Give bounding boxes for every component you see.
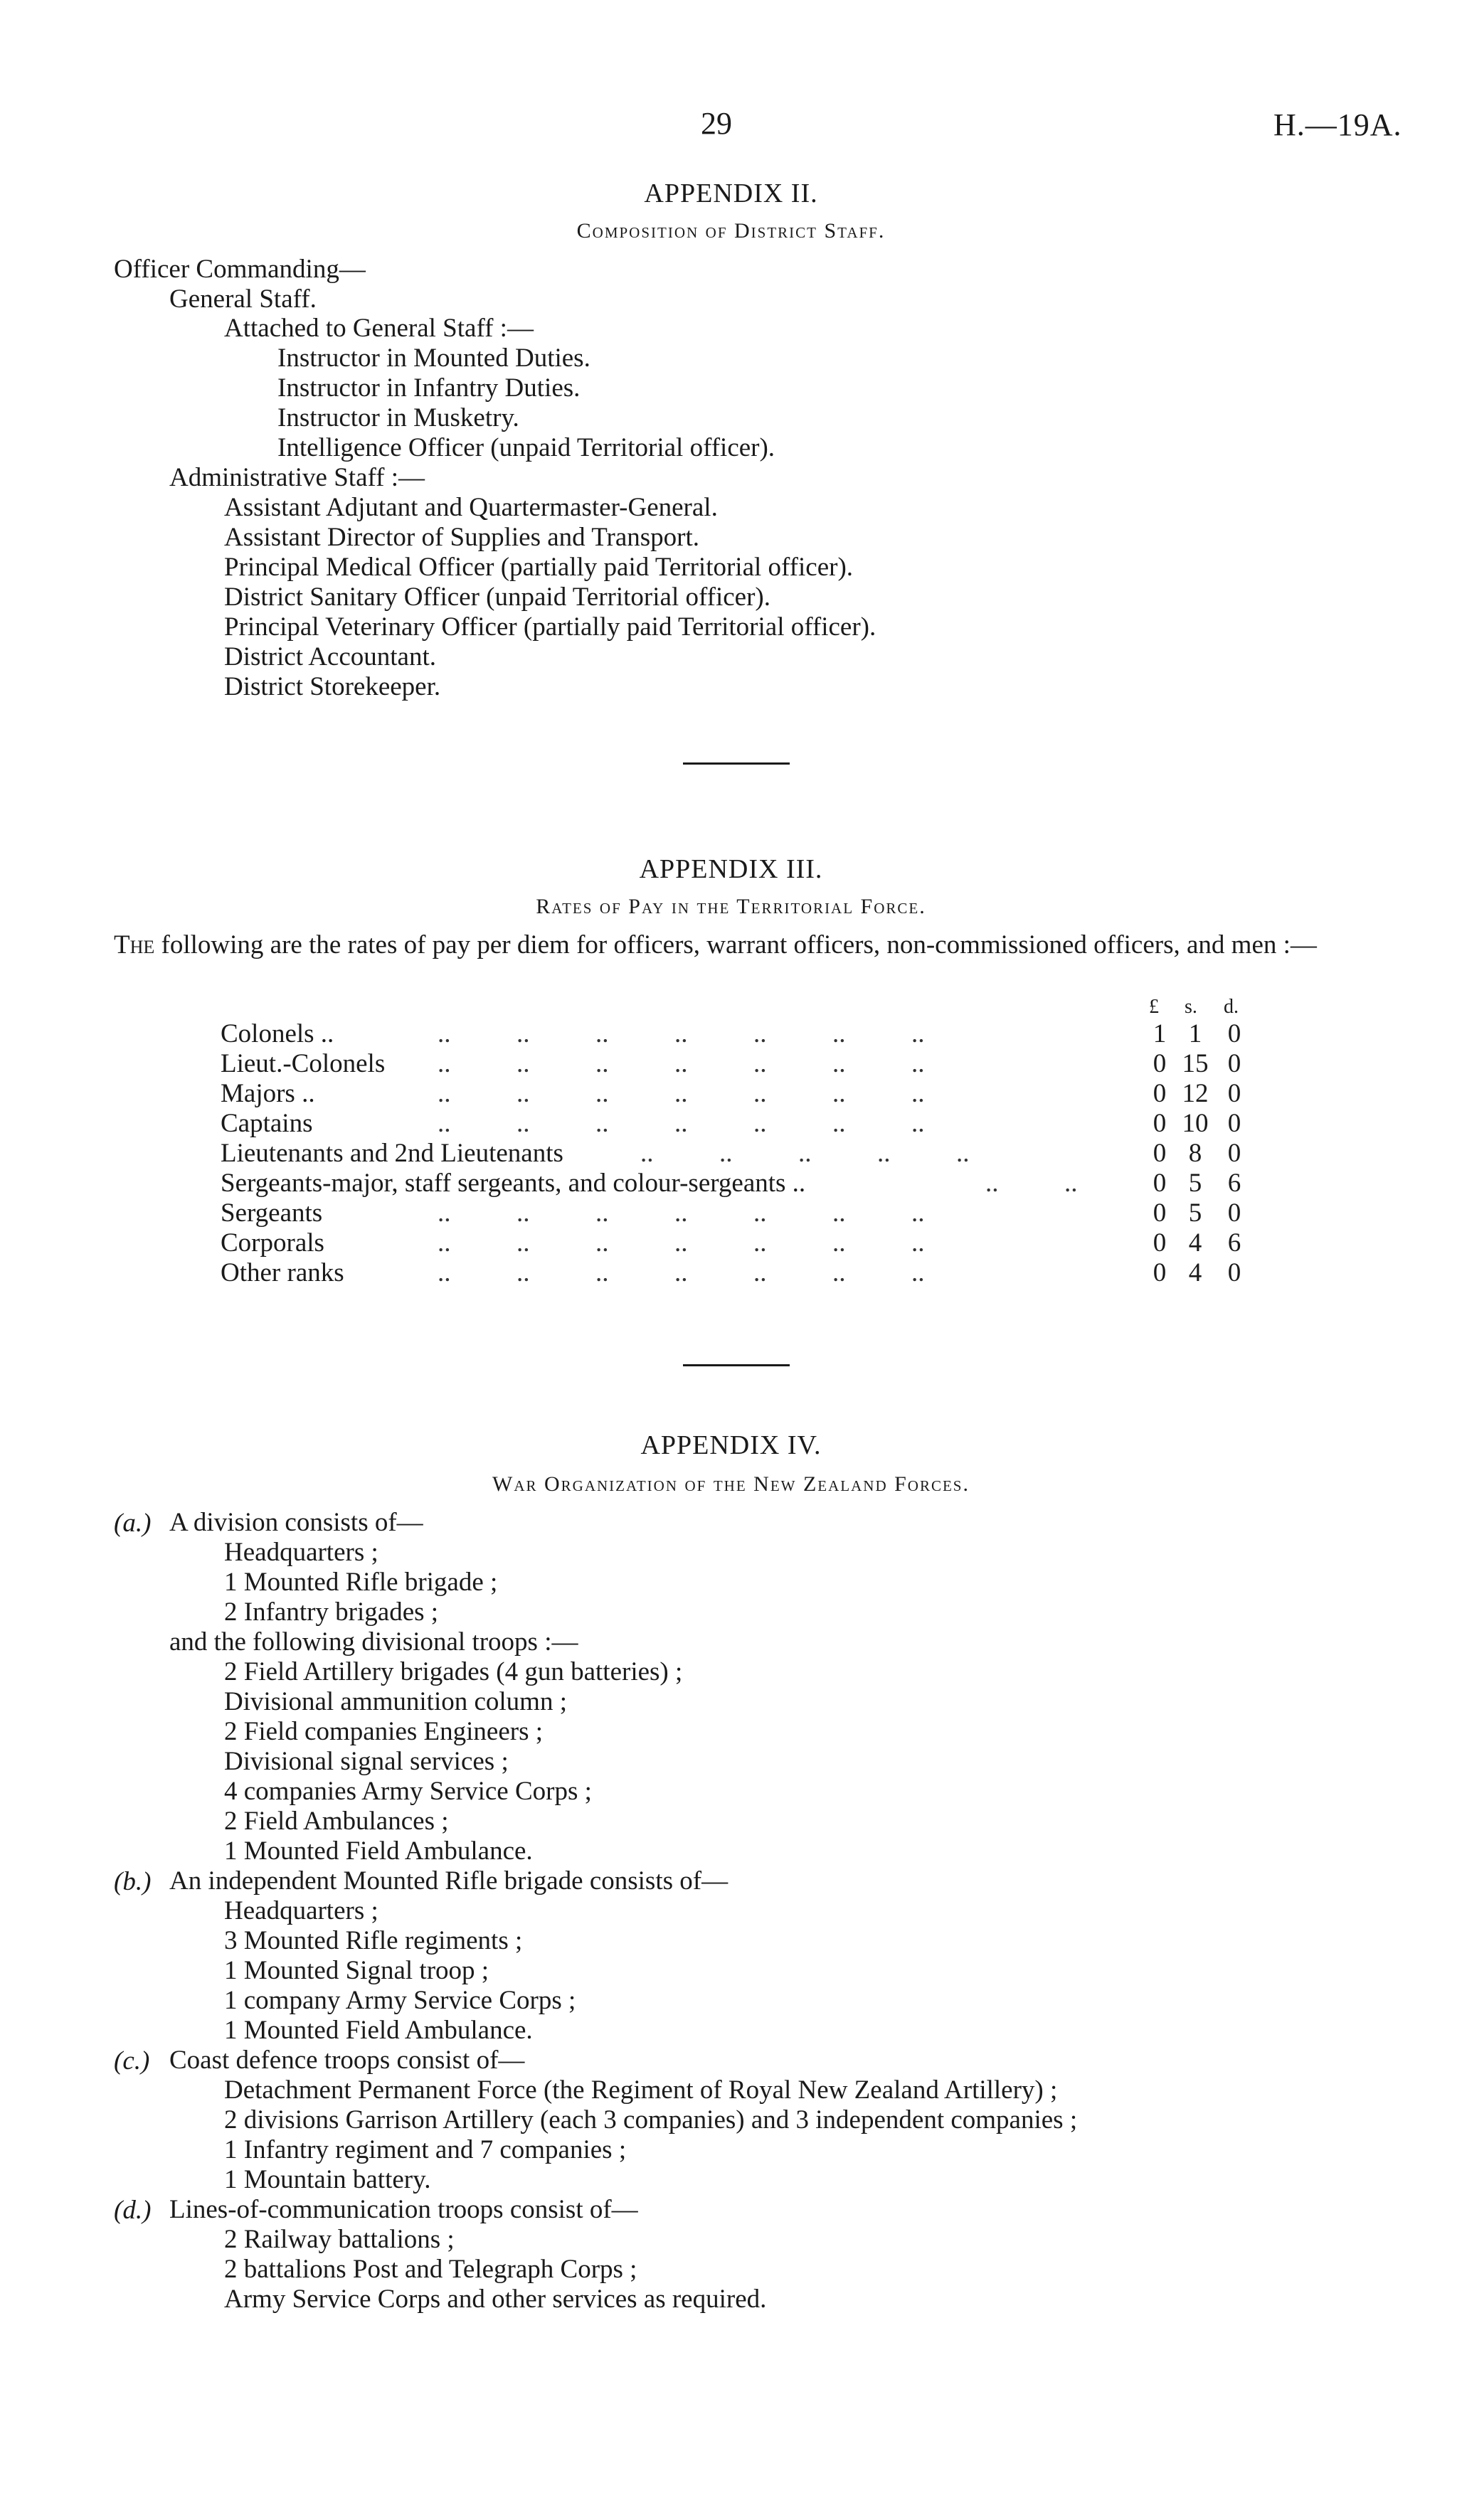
pence-value: 0: [1227, 1019, 1241, 1048]
section-divider: [683, 1364, 790, 1366]
staff-line: Intelligence Officer (unpaid Territorial officer).: [277, 433, 775, 462]
division-item: 2 Infantry brigades ;: [224, 1597, 439, 1627]
section-d-heading: Lines-of-communication troops consist of—: [169, 2195, 638, 2224]
rank-label: Sergeants-major, staff sergeants, and colour-sergeants ..: [221, 1169, 806, 1198]
coast-defence-item: 2 divisions Garrison Artillery (each 3 companies) and 3 independent companies ;: [224, 2105, 1078, 2134]
divisional-troops-heading: and the following divisional troops :—: [169, 1627, 578, 1657]
shillings-value: 10: [1182, 1109, 1209, 1138]
staff-line: Assistant Adjutant and Quartermaster-General.: [224, 493, 718, 522]
rank-label: Majors ..: [221, 1079, 315, 1108]
pence-value: 0: [1227, 1198, 1241, 1228]
pounds-value: 0: [1153, 1169, 1167, 1198]
brigade-item: 3 Mounted Rifle regiments ;: [224, 1926, 523, 1955]
staff-line: District Sanitary Officer (unpaid Territorial officer).: [224, 583, 770, 612]
shillings-value: 5: [1188, 1198, 1202, 1228]
staff-line: General Staff.: [169, 285, 317, 314]
rank-label: Lieutenants and 2nd Lieutenants: [221, 1139, 563, 1168]
document-page: 29 H.—19A. APPENDIX II. Composition of District Staff. Officer Commanding— General Staff. Attached to General Staff :— Instructor in Mounted Duties. Instructor in Infantry Duties. Instructor in Musketry. Intelligence Officer (unpaid Territorial officer). Administrative Staff :— Assistant Adjutant and Quartermaster-General. Assistant Director of Supplies and Transport. Principal Medical Officer (partially paid Territorial officer). District Sanitary Officer (unpaid Territorial officer). Principal Veterinary Officer (partially paid Territorial officer). District Accountant. District Storekeeper. APPENDIX III. Rates of Pay in the Territorial Force. The following are the rates of pay per diem for officers, warrant officers, non-commissioned officers, and men :— £ s. d. Colonels .. .. .. .. .. .. .. .. 1 1 0 Lieut.-Colonels .. .. .. .. .. .. .. 0 15 0 Majors .. .. .. .. .. .. .. .. 0 12 0 Captains .. .. .. .. .. .. .. 0 10 0 Lieutenants and 2nd Lieutenants .. .. .. .. .. 0 8 0 Sergeants-major, staff sergeants, and colour-sergeants .. .. .. 0 5 6 Sergeants .. .. .. .. .. .. .. 0 5 0 Corporals .. .. .. .. .. .. .. 0 4 6 Other ranks .. .. .. .. .. .. .. 0 4 0 APPENDIX IV. War Organization of the New Zealand Forces. (a.) A division consists of— Headquarters ; 1 Mounted Rifle brigade ; 2 Infantry brigades ; and the following divisional troops :— 2 Field Artillery brigades (4 gun batteries) ; Divisional ammunition column ; 2 Field companies Engineers ; Divisional signal services ; 4 companies Army Service Corps ; 2 Field Ambulances ; 1 Mounted Field Ambulance. (b.) An independent Mounted Rifle brigade consists of— Headquarters ; 3 Mounted Rifle regiments ; 1 Mounted Signal troop ; 1 company Army Service Corps ; 1 Mounted Field Ambulance. (c.) Coast defence troops consist of— Detachment Permanent Force (the Regiment of Royal New Zealand Artillery) ; 2 divisions Garrison Artillery (each 3 companies) and 3 independent companies ; 1 Infantry regiment and 7 companies ; 1 Mountain battery. (d.) Lines-of-communication troops consist of— 2 Railway battalions ; 2 battalions Post and Telegraph Corps ; Army Service Corps and other services as required.: [0, 0, 1462, 2520]
section-divider: [683, 762, 790, 765]
pounds-value: 0: [1153, 1258, 1167, 1287]
rank-label: Captains: [221, 1109, 313, 1138]
division-item: 1 Mounted Rifle brigade ;: [224, 1568, 498, 1597]
section-a-heading: A division consists of—: [169, 1508, 423, 1537]
rank-label: Other ranks: [221, 1258, 344, 1287]
staff-line: Instructor in Musketry.: [277, 403, 519, 432]
appendix-2-title: APPENDIX II.: [644, 179, 818, 208]
brigade-item: 1 company Army Service Corps ;: [224, 1986, 576, 2015]
page-number: 29: [701, 106, 732, 141]
section-c-heading: Coast defence troops consist of—: [169, 2046, 525, 2075]
staff-line: Principal Veterinary Officer (partially paid Territorial officer).: [224, 612, 876, 642]
section-b-heading: An independent Mounted Rifle brigade consists of—: [169, 1866, 729, 1896]
appendix-4-subtitle: War Organization of the New Zealand Forces.: [492, 1472, 970, 1496]
staff-line: Instructor in Infantry Duties.: [277, 373, 581, 403]
pence-value: 0: [1227, 1079, 1241, 1108]
column-header-pounds: £: [1149, 996, 1159, 1018]
section-d-label: (d.): [114, 2196, 152, 2225]
pounds-value: 1: [1153, 1019, 1167, 1048]
communication-troop-item: 2 battalions Post and Telegraph Corps ;: [224, 2255, 637, 2284]
appendix-3-title: APPENDIX III.: [639, 854, 823, 884]
appendix-3-subtitle: Rates of Pay in the Territorial Force.: [536, 895, 926, 918]
divisional-troop-item: 2 Field Artillery brigades (4 gun batteries) ;: [224, 1657, 683, 1686]
divisional-troop-item: Divisional ammunition column ;: [224, 1687, 567, 1716]
pence-value: 6: [1227, 1228, 1241, 1258]
rank-label: Corporals: [221, 1228, 324, 1258]
communication-troop-item: 2 Railway battalions ;: [224, 2225, 455, 2254]
divisional-troop-item: 1 Mounted Field Ambulance.: [224, 1836, 533, 1866]
shillings-value: 1: [1188, 1019, 1202, 1048]
column-header-shillings: s.: [1185, 996, 1197, 1018]
coast-defence-item: 1 Mountain battery.: [224, 2165, 431, 2194]
brigade-item: 1 Mounted Signal troop ;: [224, 1956, 489, 1985]
pounds-value: 0: [1153, 1109, 1167, 1138]
pounds-value: 0: [1153, 1228, 1167, 1258]
appendix-2-subtitle: Composition of District Staff.: [576, 219, 886, 243]
pay-intro-paragraph: [114, 930, 1366, 960]
appendix-4-title: APPENDIX IV.: [640, 1430, 822, 1460]
brigade-item: Headquarters ;: [224, 1896, 378, 1925]
staff-line: Instructor in Mounted Duties.: [277, 344, 590, 373]
coast-defence-item: Detachment Permanent Force (the Regiment of Royal New Zealand Artillery) ;: [224, 2075, 1058, 2105]
pence-value: 0: [1227, 1139, 1241, 1168]
divisional-troop-item: 2 Field companies Engineers ;: [224, 1717, 544, 1746]
divisional-troop-item: Divisional signal services ;: [224, 1747, 509, 1776]
section-a-label: (a.): [114, 1509, 152, 1538]
staff-line: District Accountant.: [224, 642, 436, 671]
section-b-label: (b.): [114, 1867, 152, 1896]
staff-line: Attached to General Staff :—: [224, 314, 534, 343]
pounds-value: 0: [1153, 1139, 1167, 1168]
shillings-value: 8: [1188, 1139, 1202, 1168]
shillings-value: 5: [1188, 1169, 1202, 1198]
shillings-value: 12: [1182, 1079, 1209, 1108]
pence-value: 0: [1227, 1258, 1241, 1287]
pay-intro-text: following are the rates of pay per diem for officers, warrant officers, non-commissioned officers, and men :—: [154, 930, 1317, 959]
pounds-value: 0: [1153, 1079, 1167, 1108]
staff-line: Officer Commanding—: [114, 255, 366, 284]
rank-label: Lieut.-Colonels: [221, 1049, 386, 1078]
document-reference: H.—19A.: [1273, 107, 1402, 142]
divisional-troop-item: 2 Field Ambulances ;: [224, 1807, 449, 1836]
pay-intro-lead: The: [114, 930, 155, 959]
communication-troop-item: Army Service Corps and other services as required.: [224, 2285, 767, 2314]
staff-line: Administrative Staff :—: [169, 463, 425, 492]
shillings-value: 4: [1188, 1228, 1202, 1258]
pence-value: 0: [1227, 1109, 1241, 1138]
divisional-troop-item: 4 companies Army Service Corps ;: [224, 1777, 592, 1806]
shillings-value: 4: [1188, 1258, 1202, 1287]
staff-line: Principal Medical Officer (partially paid Territorial officer).: [224, 553, 854, 582]
brigade-item: 1 Mounted Field Ambulance.: [224, 2016, 533, 2045]
section-c-label: (c.): [114, 2046, 150, 2075]
rank-label: Colonels ..: [221, 1019, 334, 1048]
staff-line: District Storekeeper.: [224, 672, 441, 701]
coast-defence-item: 1 Infantry regiment and 7 companies ;: [224, 2135, 627, 2164]
rank-label: Sergeants: [221, 1198, 323, 1228]
division-item: Headquarters ;: [224, 1538, 378, 1567]
pence-value: 6: [1227, 1169, 1241, 1198]
shillings-value: 15: [1182, 1049, 1209, 1078]
pounds-value: 0: [1153, 1198, 1167, 1228]
staff-line: Assistant Director of Supplies and Transport.: [224, 523, 700, 552]
pounds-value: 0: [1153, 1049, 1167, 1078]
pence-value: 0: [1227, 1049, 1241, 1078]
column-header-pence: d.: [1224, 996, 1239, 1018]
